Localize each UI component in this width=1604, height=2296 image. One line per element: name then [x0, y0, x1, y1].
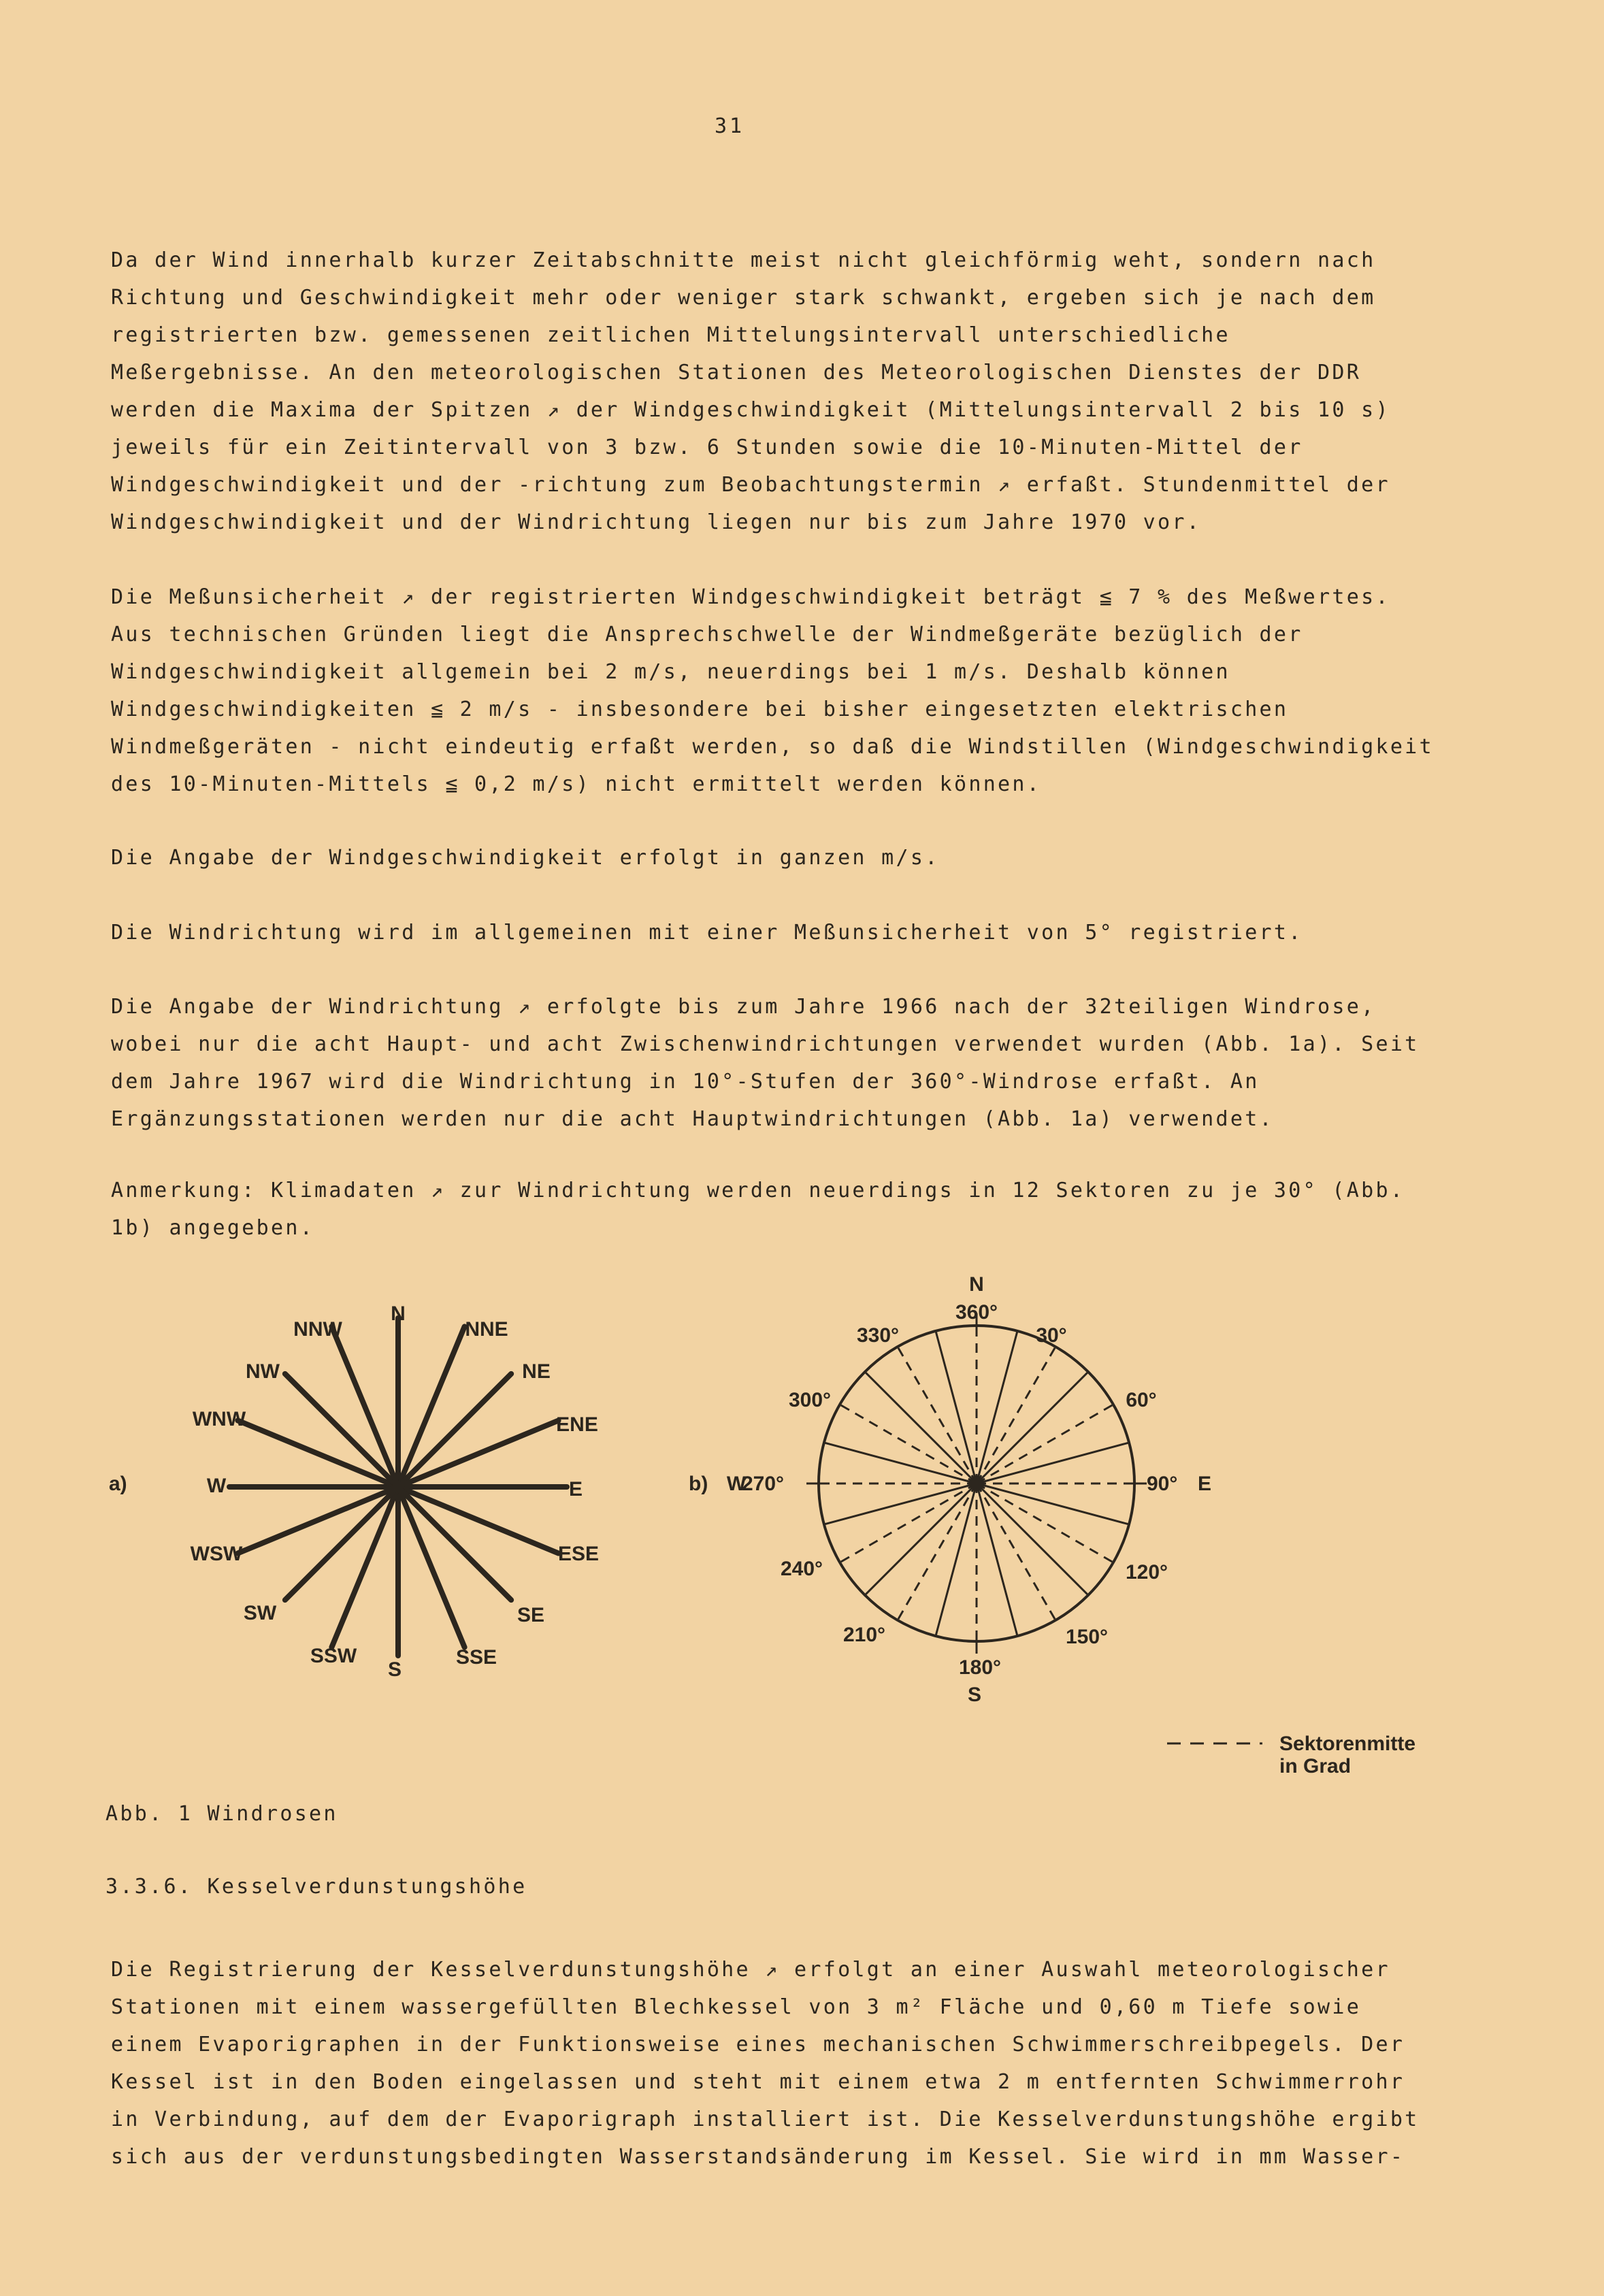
rose-b-deg-30: 30° [1036, 1324, 1067, 1347]
rose-b-deg-60: 60° [1126, 1389, 1157, 1411]
rose-b-deg-360: 360° [955, 1301, 998, 1324]
rose-a-ray [398, 1374, 511, 1487]
legend-line-2: in Grad [1279, 1755, 1352, 1777]
rose-a-label-SSE: SSE [455, 1646, 497, 1669]
paragraph-wind-intervals: Da der Wind innerhalb kurzer Zeitabschnitte meist nicht gleichförmig weht, sondern nach Richtung und Geschwindigkeit mehr oder weniger stark schwankt, ergeben sich je nach dem registrierten bzw. gemessenen zeitlichen Mittelungsintervall unterschiedliche Meßergebnisse. An den meteorologischen Stationen des Meteorologischen Dienstes der DDR werden die Maxima der Spitzen ↗ der Windgeschwindigkeit (Mittelungsintervall 2 bis 10 s) jeweils für ein Zeitintervall von 3 bzw. 6 Stunden sowie die 10-Minuten-Mittel der Windgeschwindigkeit und der -richtung zum Beobachtungstermin ↗ erfaßt. Stundenmittel der Windgeschwindigkeit und der Windrichtung liegen nur bis zum Jahre 1970 vor. [111, 248, 1390, 534]
rose-a-label-S: S [387, 1658, 402, 1681]
rose-b-deg-330: 330° [856, 1324, 900, 1347]
rose-b-sector-border [977, 1372, 1088, 1483]
rose-b-deg-300: 300° [788, 1389, 832, 1411]
rose-b-sector-border [977, 1483, 1088, 1595]
rose-b-deg-120: 120° [1125, 1561, 1168, 1584]
page-number: 31 [715, 114, 745, 138]
figure-caption: Abb. 1 Windrosen [105, 1802, 338, 1826]
rose-b-deg-210: 210° [842, 1624, 886, 1646]
windrose-b [689, 1273, 1211, 1706]
rose-b-sector-border [977, 1483, 1017, 1636]
legend-line-1: Sektorenmitte [1279, 1733, 1416, 1755]
rose-a-label-NNE: NNE [465, 1318, 508, 1341]
paragraph-evaporation: Die Registrierung der Kesselverdunstungshöhe ↗ erfolgt an einer Auswahl meteorologischer Stationen mit einem wassergefüllten Blechkessel von 3 m² Fläche und 0,60 m Tiefe sowie einem Evaporigraphen in der Funktionsweise eines mechanischen Schwimmerschreibpegels. Der Kessel ist in den Boden eingelassen und steht mit einem etwa 2 m entfernten Schwimmerrohr in Verbindung, auf dem der Evaporigraph installiert ist. Die Kesselverdunstungshöhe ergibt sich aus der verdunstungsbedingten Wasserstandsänderung im Kessel. Sie wird in mm Wasser- [111, 1958, 1420, 2169]
rose-b-sector-border [865, 1372, 977, 1483]
rose-b-sector-border [824, 1443, 977, 1483]
legend [1167, 1733, 1415, 1777]
rose-a-label-NW: NW [246, 1360, 280, 1383]
section-heading: 3.3.6. Kesselverdunstungshöhe [105, 1875, 527, 1899]
rose-b-sector-border [977, 1331, 1017, 1483]
rose-a-label-W: W [206, 1475, 227, 1497]
rose-a-label-SW: SW [243, 1602, 277, 1624]
rose-b-sector-border [936, 1331, 977, 1483]
paragraph-note-sectors: Anmerkung: Klimadaten ↗ zur Windrichtung werden neuerdings in 12 Sektoren zu je 30° (Abb. 1b) angegeben. [111, 1179, 1405, 1240]
rose-a-label-NE: NE [522, 1360, 551, 1383]
rose-a-label-NNW: NNW [293, 1318, 342, 1341]
rose-b-sector-border [936, 1483, 977, 1636]
paragraph-speed-units: Die Angabe der Windgeschwindigkeit erfolgt in ganzen m/s. [111, 846, 940, 870]
rose-b-sector-border [977, 1443, 1129, 1483]
rose-b-deg-180: 180° [958, 1656, 1002, 1679]
rose-b-sector-border [865, 1483, 977, 1595]
rose-b-label-E: E [1198, 1473, 1212, 1495]
rose-b-deg-90: 90° [1147, 1473, 1178, 1495]
rose-a-ray [285, 1374, 398, 1487]
rose-b-sector-border [824, 1483, 977, 1524]
windrose-a [109, 1302, 599, 1681]
rose-a-label-E: E [568, 1478, 583, 1500]
rose-b-label-W: W [726, 1473, 747, 1495]
rose-b-deg-150: 150° [1065, 1626, 1109, 1648]
paragraph-direction-history: Die Angabe der Windrichtung ↗ erfolgte bis zum Jahre 1966 nach der 32teiligen Windrose, wobei nur die acht Haupt- und acht Zwischenwindrichtungen verwendet wurden (Abb. 1a). Seit dem Jahre 1967 wird die Windrichtung in 10°-Stufen der 360°-Windrose erfaßt. An Ergänzungsstationen werden nur die acht Hauptwindrichtungen (Abb. 1a) verwendet. [111, 995, 1420, 1131]
figure-b-label: b) [689, 1473, 708, 1495]
rose-a-label-ESE: ESE [557, 1543, 600, 1565]
rose-b-deg-270: 270° [741, 1473, 785, 1495]
rose-a-label-ENE: ENE [556, 1413, 598, 1436]
rose-a-label-WSW: WSW [190, 1543, 243, 1565]
figure-a-label: a) [109, 1473, 127, 1495]
paragraph-measurement-uncertainty: Die Meßunsicherheit ↗ der registrierten Windgeschwindigkeit beträgt ≦ 7 % des Meßwertes. Aus technischen Gründen liegt die Ansprechschwelle der Windmeßgeräte bezüglich der Windgeschwindigkeit allgemein bei 2 m/s, neuerdings bei 1 m/s. Deshalb können Windgeschwindigkeiten ≦ 2 m/s - insbesondere bei bisher eingesetzten elektrischen Windmeßgeräten - nicht eindeutig erfaßt werden, so daß die Windstillen (Windgeschwindigkeit des 10-Minuten-Mittels ≦ 0,2 m/s) nicht ermittelt werden können. [111, 585, 1434, 796]
rose-b-sector-border [977, 1483, 1129, 1524]
rose-a-label-N: N [391, 1302, 406, 1325]
rose-a-ray [398, 1487, 511, 1600]
paragraph-direction-uncertainty: Die Windrichtung wird im allgemeinen mit einer Meßunsicherheit von 5° registriert. [111, 921, 1303, 945]
rose-a-ray [285, 1487, 398, 1600]
rose-a-label-WNW: WNW [192, 1408, 246, 1430]
rose-a-label-SSW: SSW [310, 1645, 357, 1667]
rose-b-label-S: S [967, 1684, 982, 1706]
rose-a-label-SE: SE [517, 1604, 545, 1626]
rose-b-label-N: N [969, 1273, 984, 1296]
rose-b-deg-240: 240° [780, 1558, 823, 1580]
